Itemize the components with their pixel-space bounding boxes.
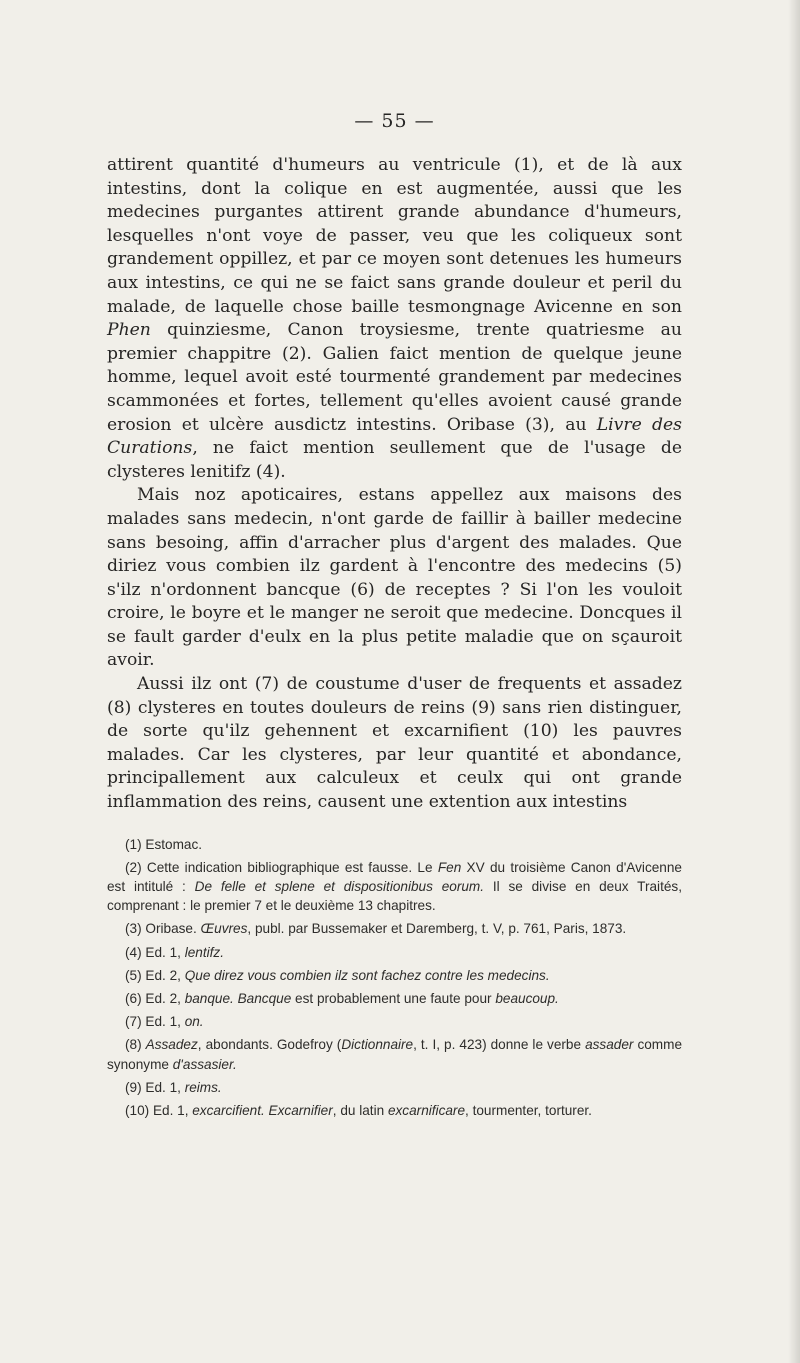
paragraph-1-italic-phen: Phen bbox=[107, 320, 151, 341]
footnote-6: (6) Ed. 2, banque. Bancque est probablement une faute pour beaucoup. bbox=[125, 991, 559, 1007]
paragraph-1-text-c: quinziesme, Canon troysiesme, trente quatriesme au premier chappitre (2). Galien faict mention de quelque jeune homme, lequel avoit esté tourmenté grandement par medecines scammonées et fortes, tellement qu'elles avoient causé grande erosion et ulcère ausdictz intestins. Oribase (3), au bbox=[107, 320, 682, 435]
footnotes bbox=[107, 835, 682, 1121]
footnote-9: (9) Ed. 1, reims. bbox=[125, 1079, 222, 1095]
footnote-4: (4) Ed. 1, lentifz. bbox=[125, 944, 224, 960]
main-text bbox=[107, 154, 682, 815]
page-edge-shadow bbox=[788, 0, 800, 1363]
paragraph-1-text-a: attirent quantité d'humeurs au ventricule (1), et de là aux intestins, dont la colique en est augmentée, aussi que les medecines purgantes attirent grande abundance d'humeurs, lesquelles n'ont voye de passer, veu que les coliqueux sont grandement oppillez, et par ce moyen sont detenues les humeurs aux intestins, ce qui ne se faict sans grande douleur et peril du malade, de laquelle chose baille tesmongnage Avicenne en son bbox=[107, 155, 682, 317]
footnote-10: (10) Ed. 1, excarcifient. Excarnifier, du latin excarnificare, tourmenter, torturer. bbox=[125, 1103, 592, 1119]
page-number: — 55 — bbox=[354, 110, 435, 132]
footnote-3: (3) Oribase. Œuvres, publ. par Bussemaker et Daremberg, t. V, p. 761, Paris, 1873. bbox=[125, 921, 627, 937]
book-page bbox=[107, 110, 682, 1124]
footnote-7: (7) Ed. 1, on. bbox=[125, 1014, 204, 1030]
footnote-1: (1) Estomac. bbox=[125, 836, 203, 852]
paragraph-2: Mais noz apoticaires, estans appellez aux maisons des malades sans medecin, n'ont garde de faillir à bailler medecine sans besoing, affin d'arracher plus d'argent des malades. Que diriez vous combien ilz gardent à l'encontre des medecins (5) s'ilz n'ordonnent bancque (6) de receptes ? Si l'on les vouloit croire, le boyre et le manger ne seroit que medecine. Doncques il se fault garder d'eulx en la plus petite maladie que on sçauroit avoir. bbox=[107, 485, 682, 671]
footnote-8: (8) Assadez, abondants. Godefroy (Dictionnaire, t. I, p. 423) donne le verbe assader comme synonyme d'assasier. bbox=[107, 1037, 683, 1072]
paragraph-1 bbox=[107, 154, 682, 484]
footnote-2: (2) Cette indication bibliographique est fausse. Le Fen XV du troisième Canon d'Avicenne est intitulé : De felle et splene et dispositionibus eorum. Il se divise en deux Traités, comprenant : le premier 7 et le deuxième 13 chapitres. bbox=[107, 859, 682, 914]
paragraph-1-text-e: , ne faict mention seullement que de l'usage de clysteres lenitifz (4). bbox=[107, 438, 682, 482]
footnote-5: (5) Ed. 2, Que direz vous combien ilz sont fachez contre les medecins. bbox=[125, 967, 550, 983]
paragraph-1-italic-livre: Livre des Curations bbox=[107, 414, 682, 459]
paragraph-3: Aussi ilz ont (7) de coustume d'user de frequents et assadez (8) clysteres en toutes douleurs de reins (9) sans rien distinguer, de sorte qu'ilz gehennent et excarnifient (10) les pauvres malades. Car les clysteres, par leur quantité et abondance, principallement aux calculeux et ceulx qui ont grande inflammation des reins, causent une extention aux intestins bbox=[107, 674, 682, 813]
